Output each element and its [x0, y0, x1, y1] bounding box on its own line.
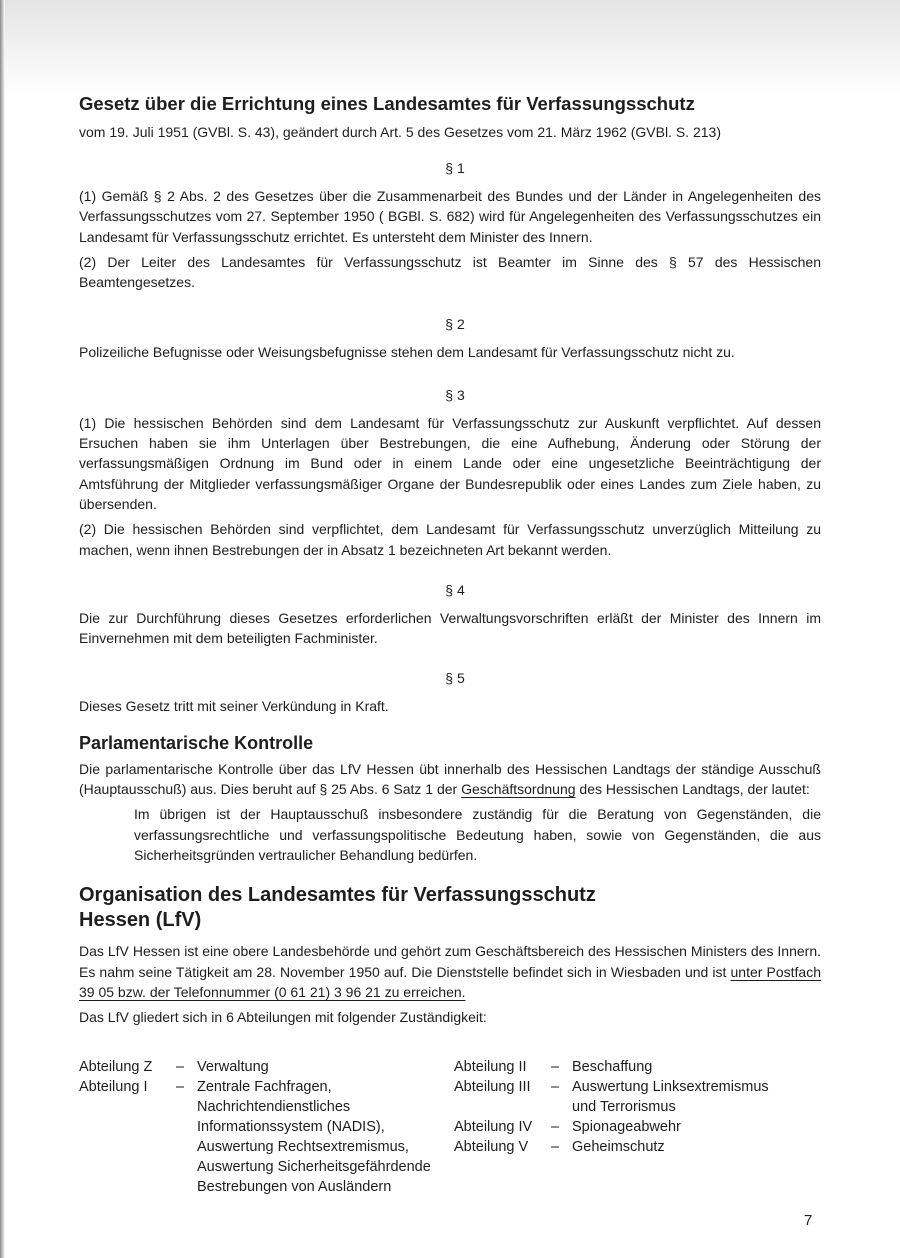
department-description: [572, 1077, 769, 1117]
section-heading: § 4: [445, 581, 465, 598]
department-label: Abteilung Z: [79, 1059, 153, 1076]
section-paragraph: (2) Der Leiter des Landesamtes für Verfassungsschutz ist Beamter im Sinne des § 57 des Hessischen Beamtengesetzes.: [79, 253, 821, 291]
section-1: [79, 158, 821, 292]
department-description-line: Spionageabwehr: [572, 1119, 681, 1136]
control-quote: Im übrigen ist der Hauptausschuß insbesondere zuständig für die Beratung von Gegenständen, die verfassungsrechtliche und verfassungspolitische Bedeutung haben, sowie von Gegenständen, die aus Sicherheitsgründen vertraulicher Behandlung bedürfen.: [134, 806, 821, 863]
department-dash: –: [176, 1079, 185, 1096]
parliamentary-control: [79, 731, 821, 865]
department-description-line: Auswertung Sicherheitsgefährdende: [197, 1159, 431, 1176]
department-description: [572, 1057, 652, 1077]
document-body: [79, 92, 821, 1196]
section-heading: § 3: [445, 386, 465, 403]
department-description: [572, 1137, 665, 1157]
department-description-line: Nachrichtendienstliches: [197, 1099, 351, 1116]
section-3: [79, 385, 821, 560]
department-description-line: Beschaffung: [572, 1059, 653, 1076]
department-dash: –: [551, 1059, 560, 1076]
department-description-line: Bestrebungen von Ausländern: [197, 1179, 392, 1196]
section-paragraph: (2) Die hessischen Behörden sind verpflichtet, dem Landesamt für Verfassungsschutz unverzüglich Mitteilung zu machen, wenn ihnen Bestrebungen der in Absatz 1 bezeichneten Art bekannt werden.: [79, 521, 821, 558]
department-description-line: Zentrale Fachfragen,: [197, 1079, 332, 1096]
department-dash: –: [551, 1119, 560, 1136]
department-description: [197, 1077, 431, 1197]
section-5: [79, 668, 821, 716]
department-row: [454, 1077, 769, 1117]
contact-details: unter Postfach 39 05 bzw. der Telefonnummer (0 61 21) 3 96 21 zu erreichen.: [79, 963, 821, 1000]
law-subtitle: vom 19. Juli 1951 (GVBl. S. 43), geändert durch Art. 5 des Gesetzes vom 21. März 1962 (GVBl. S. 213): [79, 124, 721, 140]
department-column-right: [454, 1057, 769, 1157]
department-label: Abteilung V: [454, 1139, 529, 1156]
control-text-before: Die parlamentarische Kontrolle über das LfV Hessen übt innerhalb des Hessischen Landtags der ständige Ausschuß (Hauptausschuß) aus. Dies beruht auf § 25 Abs. 6 Satz 1 der: [79, 760, 821, 798]
section-2: [79, 314, 821, 362]
section-heading: § 1: [445, 160, 465, 176]
scan-shadow-top: [0, 0, 900, 95]
department-description-line: Auswertung Linksextremismus: [572, 1079, 769, 1096]
department-label: Abteilung II: [454, 1059, 527, 1076]
control-text-after: des Hessischen Landtags, der lautet:: [575, 781, 810, 798]
department-description-line: Auswertung Rechtsextremismus,: [197, 1139, 409, 1156]
department-column-left: [79, 1057, 431, 1197]
department-row: [79, 1077, 431, 1197]
department-label: Abteilung III: [454, 1079, 531, 1096]
department-description-line: Verwaltung: [197, 1059, 269, 1076]
section-4: [79, 580, 821, 649]
department-row: [454, 1057, 769, 1077]
scan-edge-left: [0, 0, 5, 1258]
organisation-heading-line1: Organisation des Landesamtes für Verfassungsschutz: [79, 884, 596, 907]
department-dash: –: [551, 1079, 560, 1096]
law-title: Gesetz über die Errichtung eines Landesamtes für Verfassungsschutz: [79, 93, 695, 114]
section-heading: § 2: [445, 316, 465, 333]
rules-of-procedure-reference: Geschäftsordnung: [461, 781, 576, 798]
department-row: [454, 1117, 769, 1137]
section-heading: § 5: [445, 670, 465, 687]
control-heading: Parlamentarische Kontrolle: [79, 732, 314, 753]
department-dash: –: [551, 1139, 560, 1156]
organisation-structure-intro: Das LfV gliedert sich in 6 Abteilungen mit folgender Zuständigkeit:: [79, 1009, 487, 1026]
organisation-heading: [79, 883, 821, 933]
department-dash: –: [176, 1059, 185, 1076]
department-description-line: und Terrorismus: [572, 1099, 676, 1116]
section-paragraph: (1) Gemäß § 2 Abs. 2 des Gesetzes über die Zusammenarbeit des Bundes und der Länder in Angelegenheiten des Verfassungsschutzes vom 27. September 1950 ( BGBl. S. 682) wird für Angelegenheiten des Verfassungsschutzes ein Landesamt für Verfassungsschutz errichtet. Es untersteht dem Minister des Innern.: [79, 188, 821, 245]
control-paragraph: [79, 759, 821, 800]
department-description-line: Geheimschutz: [572, 1139, 665, 1156]
section-paragraph: Polizeiliche Befugnisse oder Weisungsbefugnisse stehen dem Landesamt für Verfassungsschutz nicht zu.: [79, 344, 735, 361]
department-description-line: Informationssystem (NADIS),: [197, 1119, 385, 1136]
department-row: [454, 1137, 769, 1157]
section-paragraph: Die zur Durchführung dieses Gesetzes erforderlichen Verwaltungsvorschriften erläßt der Minister des Innern im Einvernehmen mit dem beteiligten Fachminister.: [79, 609, 821, 647]
organisation-paragraph: [79, 941, 821, 1002]
department-label: Abteilung I: [79, 1079, 148, 1096]
department-description: [572, 1117, 681, 1137]
organisation: [79, 883, 821, 1027]
organisation-heading-line2: Hessen (LfV): [79, 909, 202, 932]
page-number: 7: [804, 1212, 813, 1229]
section-paragraph: Dieses Gesetz tritt mit seiner Verkündung in Kraft.: [79, 698, 389, 715]
section-paragraph: (1) Die hessischen Behörden sind dem Landesamt für Verfassungsschutz zur Auskunft verpflichtet. Auf dessen Ersuchen haben sie ihm Unterlagen über Bestrebungen, die eine Aufhebung, Änderung oder Störung der verfassungsmäßigen Ordnung im Bund oder in einem Lande oder eine ungesetzliche Beeinträchtigung der Amtsführung der Mitglieder verfassungsmäßiger Organe der Bundesrepublik oder eines Landes zum Ziele haben, zu übersenden.: [79, 414, 821, 512]
organisation-text: Das LfV Hessen ist eine obere Landesbehörde und gehört zum Geschäftsbereich des Hessischen Ministers des Innern. Es nahm seine Tätigkeit am 28. November 1950 auf. Die Dienststelle befindet sich in Wiesbaden und ist: [79, 943, 821, 980]
department-description: [197, 1057, 269, 1077]
department-label: Abteilung IV: [454, 1119, 533, 1136]
department-row: [79, 1057, 431, 1077]
